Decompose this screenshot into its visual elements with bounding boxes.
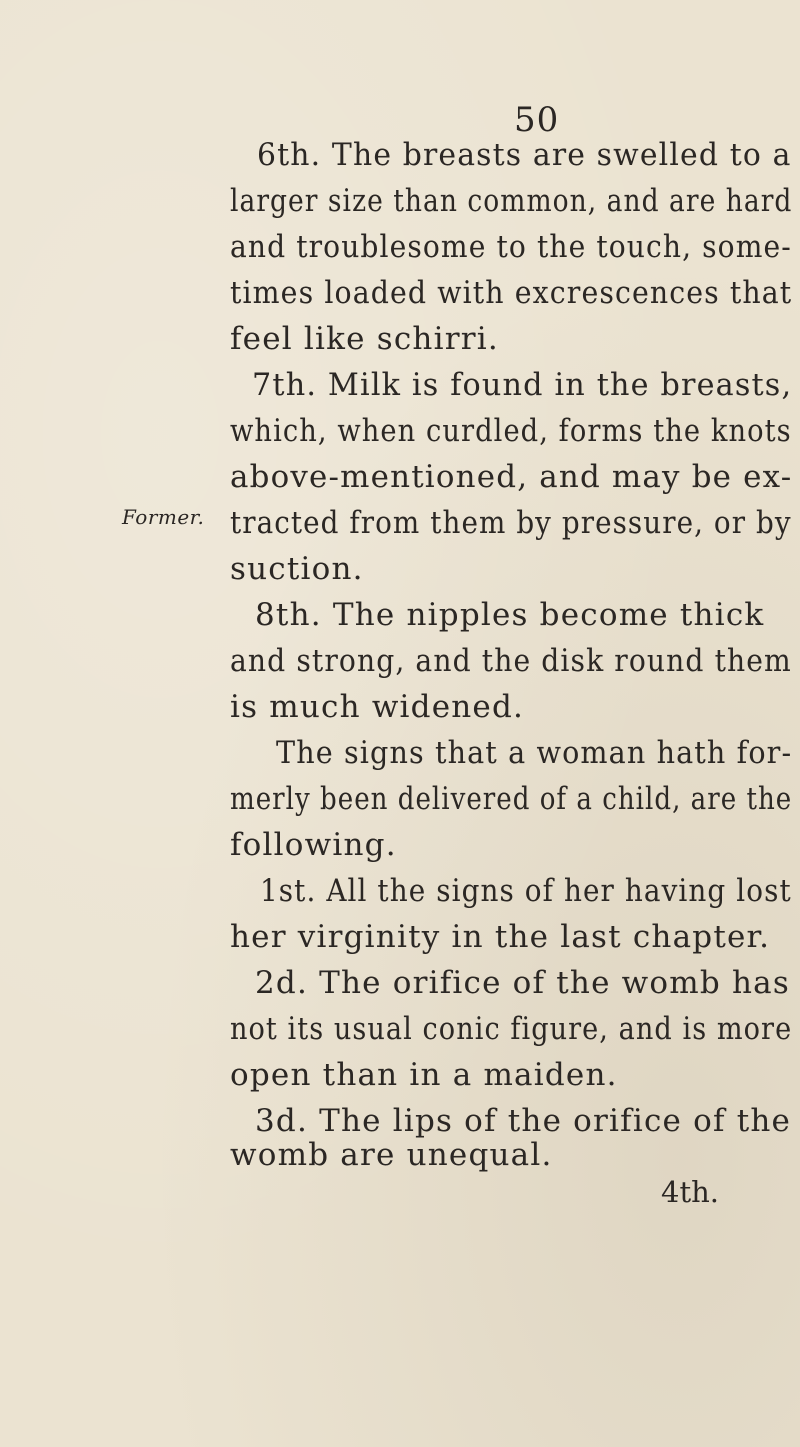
text-line: times loaded with excrescences that xyxy=(230,275,793,311)
text-line: above-mentioned, and may be ex- xyxy=(230,459,793,495)
text-line: 1st. All the signs of her having lost xyxy=(260,873,792,909)
text-line: her virginity in the last chapter. xyxy=(230,919,771,955)
text-line: tracted from them by pressure, or by xyxy=(230,505,792,541)
text-line: which, when curdled, forms the knots xyxy=(230,413,792,449)
catchword: 4th. xyxy=(661,1175,719,1209)
text-line: and troublesome to the touch, some- xyxy=(230,229,792,265)
text-line: 3d. The lips of the orifice of the xyxy=(255,1103,792,1139)
text-line: not its usual conic figure, and is more xyxy=(230,1011,793,1047)
text-line: following. xyxy=(230,827,397,863)
text-line: The signs that a woman hath for- xyxy=(276,735,793,771)
text-line: suction. xyxy=(230,551,364,587)
text-line: 2d. The orifice of the womb has xyxy=(255,965,790,1001)
text-line: 8th. The nipples become thick xyxy=(255,597,765,633)
text-line: open than in a maiden. xyxy=(230,1057,618,1093)
text-line: merly been delivered of a child, are the xyxy=(230,781,793,817)
margin-note: Former. xyxy=(122,505,205,529)
text-line: is much widened. xyxy=(230,689,525,725)
text-line: feel like schirri. xyxy=(230,321,499,357)
page-number: 50 xyxy=(514,100,560,140)
text-line: larger size than common, and are hard xyxy=(230,183,793,219)
text-line: 6th. The breasts are swelled to a xyxy=(257,137,792,173)
text-line: womb are unequal. xyxy=(230,1137,553,1173)
text-line: and strong, and the disk round them xyxy=(230,643,792,679)
text-line: 7th. Milk is found in the breasts, xyxy=(252,367,793,403)
